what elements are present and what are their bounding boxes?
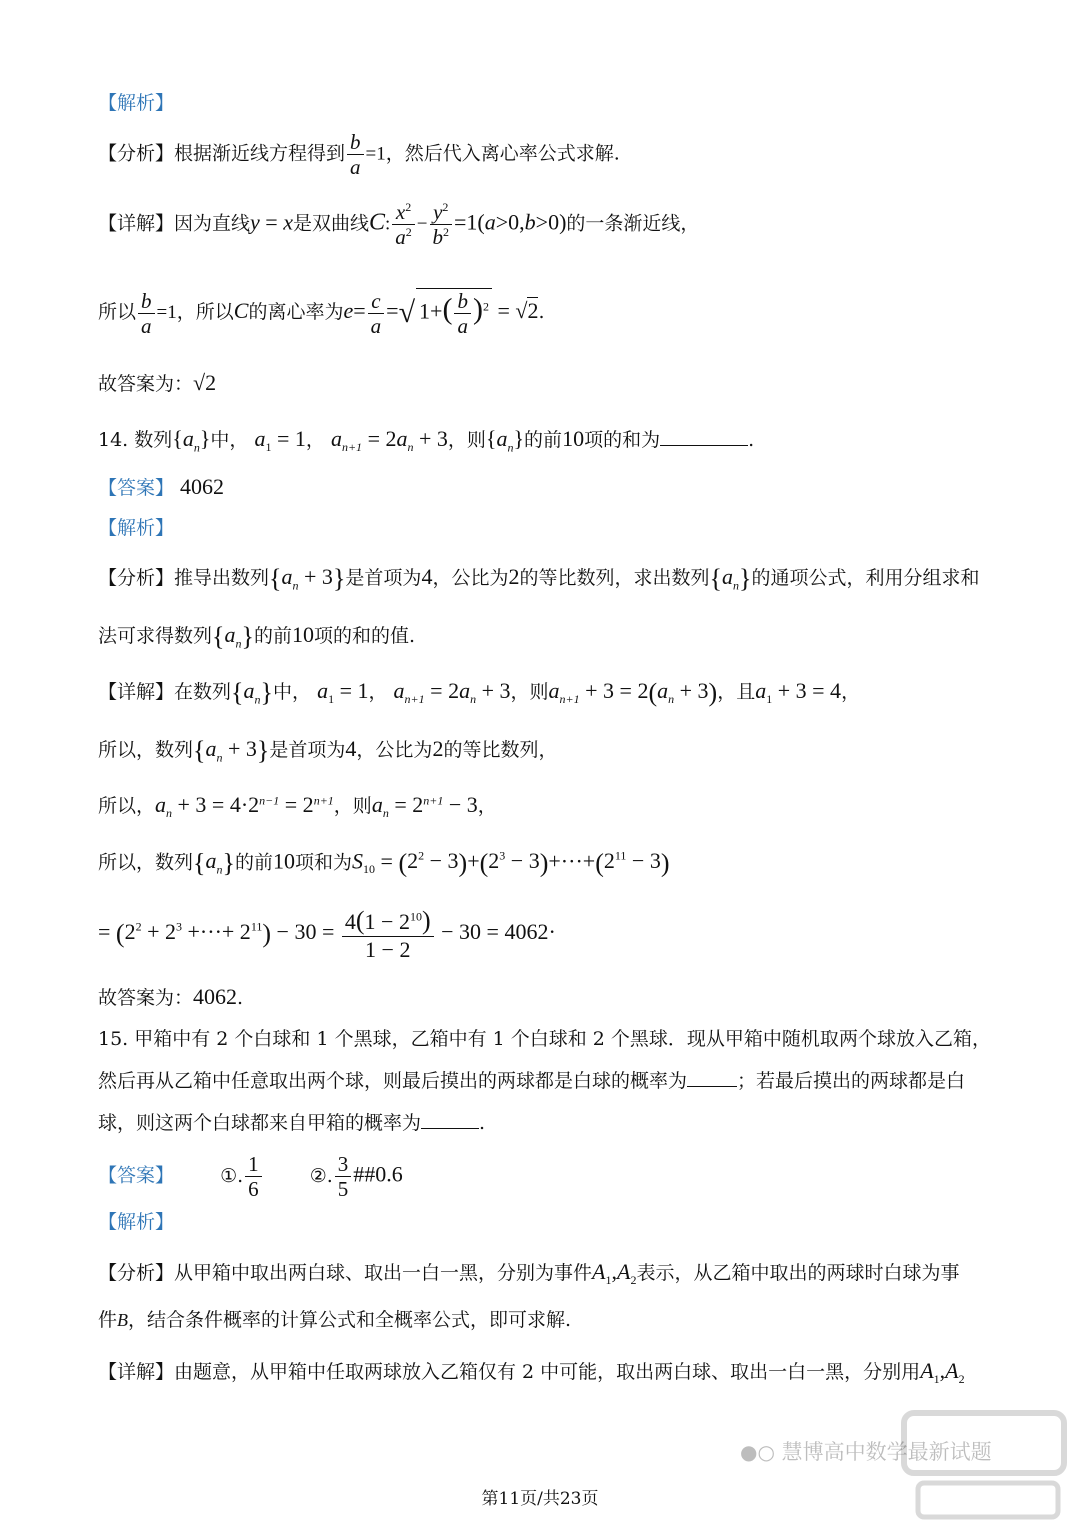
answer-blank-15b: [421, 1128, 479, 1129]
xiangjie-14-line2: 所以，数列$\{a_n + 3\}$是首项为4，公比为2的等比数列，: [98, 736, 558, 765]
wechat-icon: ●○: [740, 1440, 775, 1464]
xiangjie-14-line4: 所以，数列$\{a_n\}$的前10项和为$S_{10} = (2^2 - 3)+(2^3 - 3)+\cdot\cdot\cdot+(2^{11} - 3)$: [98, 848, 670, 878]
gudaan-13: 故答案为：√2: [98, 370, 217, 395]
answer-13: √2: [193, 370, 217, 395]
daan-15: 【答案】 ①. $\frac{1}{6}$ ②. $\frac{3}{5}$ ##0.6: [98, 1152, 403, 1202]
xiangjie-14-line5: = ($2^2 + 2^3$ +···+ $2^{11}) - 30$ = $\frac{4(1 - 2^{10})}{1 - 2}$ − 30 = 4062·: [98, 906, 556, 962]
fenxi-14-line1: 【分析】推导出数列$\{a_n + 3\}$是首项为4，公比为2的等比数列，求出数列$\{a_n\}$的通项公式，利用分组求和: [98, 564, 980, 593]
fenxi-15-line1: 【分析】从甲箱中取出两白球、取出一白一黑，分别为事件$A_1,A_2$表示，从乙箱中取出的两球时白球为事: [98, 1259, 960, 1287]
answer-blank-14: [660, 445, 748, 446]
answer-blank-15a: [687, 1086, 737, 1087]
gudaan-14: 故答案为：4062.: [98, 984, 244, 1009]
xiangjie-14-line3: 所以，$a_n + 3 = 4\cdot 2^{n-1} = 2^{n+1}$，则$a_n = 2^{n+1} - 3$，: [98, 792, 497, 820]
jiexi-label-15: 【解析】: [98, 1211, 175, 1233]
xiangjie-14-line1: 【详解】在数列$\{a_n\}$中， $a_1 = 1$， $a_{n+1} = 2a_n + 3$，则$a_{n+1} + 3 = 2(a_n + 3)$，且$a_1 + 3 = 4$，: [98, 678, 861, 707]
fenxi-15-line2: 件B，结合条件概率的计算公式和全概率公式，即可求解.: [98, 1309, 572, 1331]
answer-15-1: $\frac{1}{6}$: [245, 1152, 262, 1201]
question-15-line3: 球，则这两个白球都来自甲箱的概率为 .: [98, 1112, 486, 1134]
page-footer: 第11页/共23页: [481, 1489, 599, 1509]
fenxi-14-line2: 法可求得数列$\{a_n\}$的前10项的和的值.: [98, 622, 416, 651]
b-over-a: $\frac{b}{a}$: [347, 130, 364, 179]
question-15-line1: 15. 甲箱中有 2 个白球和 1 个黑球，乙箱中有 1 个白球和 2 个黑球．现从甲箱中随机取两个球放入乙箱，: [98, 1028, 991, 1050]
answer-15-2: $\frac{3}{5}$: [335, 1152, 352, 1201]
jiexi-label-13: 【解析】: [98, 92, 175, 114]
suoyi-13: 所以 $\frac{b}{a}$ =1，所以C的离心率为e= $\frac{c}{a}$ =√ 1+( $\frac{b}{a}$ )$^2$ = √2.: [98, 288, 545, 339]
xiangjie-13: 【详解】因为直线y = x是双曲线C: $\frac{x^2}{a^2}$ − $\frac{y^2}{b^2}$ =1(a>0,b>0)的一条渐近线，: [98, 200, 700, 250]
fenxi-13: 【分析】根据渐近线方程得到 $\frac{b}{a}$ =1，然后代入离心率公式求解.: [98, 130, 620, 180]
question-15-line2: 然后再从乙箱中任意取出两个球，则最后摸出的两球都是白球的概率为 ；若最后摸出的两球都是白: [98, 1070, 966, 1092]
daan-14: 【答案】 4062: [98, 474, 225, 499]
watermark: ●○ 慧博高中数学最新试题: [740, 1440, 992, 1464]
xiangjie-15: 【详解】由题意，从甲箱中任取两球放入乙箱仅有 2 中可能，取出两白球、取出一白一黑，分别用$A_1,A_2$: [98, 1358, 965, 1386]
question-14: 14. 数列$\{a_n\}$中， $a_1 = 1$， $a_{n+1} = 2a_n + 3$，则$\{a_n\}$的前10项的和为 .: [98, 426, 755, 455]
jiexi-label-14: 【解析】: [98, 517, 175, 539]
